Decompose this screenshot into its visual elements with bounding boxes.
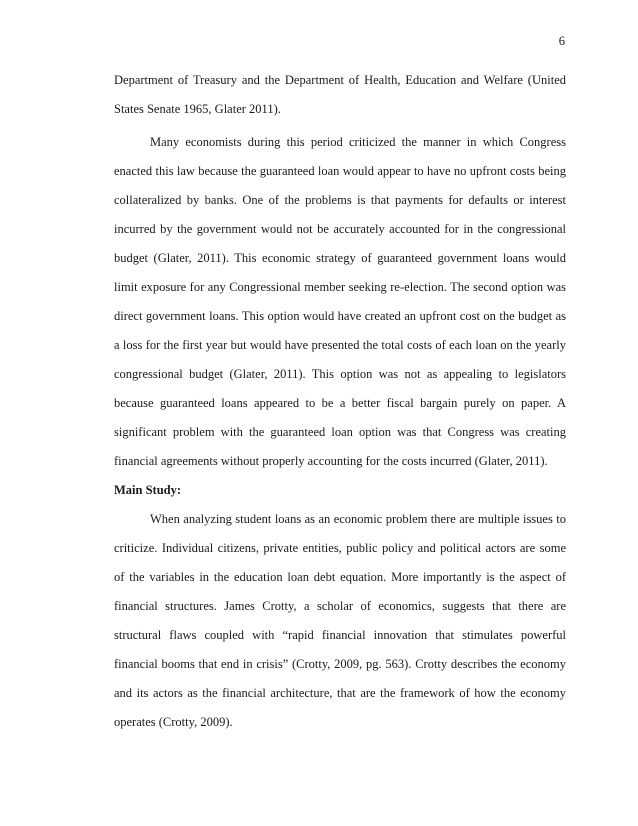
- body-text-line: because guaranteed loans appeared to be a better fiscal bargain purely on paper. A: [114, 396, 566, 410]
- body-text-line: Department of Treasury and the Department of Health, Education and Welfare (United: [114, 73, 566, 87]
- body-text-line: incurred by the government would not be accurately accounted for in the congressional: [114, 222, 566, 236]
- body-text-line: States Senate 1965, Glater 2011).: [114, 102, 281, 116]
- body-text-line: direct government loans. This option would have created an upfront cost on the budget as: [114, 309, 566, 323]
- body-text-line: and its actors as the financial architecture, that are the framework of how the economy: [114, 686, 566, 700]
- body-text-line: significant problem with the guaranteed loan option was that Congress was creating: [114, 425, 566, 439]
- page-number: 6: [558, 34, 565, 48]
- section-heading: Main Study:: [114, 483, 182, 497]
- body-text-line: When analyzing student loans as an economic problem there are multiple issues to: [150, 512, 566, 526]
- body-text-line: financial structures. James Crotty, a scholar of economics, suggests that there are: [114, 599, 566, 613]
- body-text-line: operates (Crotty, 2009).: [114, 715, 233, 729]
- body-text-line: a loss for the first year but would have presented the total costs of each loan on the yearly: [114, 338, 566, 352]
- body-text-line: of the variables in the education loan debt equation. More importantly is the aspect of: [114, 570, 566, 584]
- body-text-line: financial booms that end in crisis” (Crotty, 2009, pg. 563). Crotty describes the economy: [114, 657, 566, 671]
- body-text-line: collateralized by banks. One of the problems is that payments for defaults or interest: [114, 193, 566, 207]
- body-text-line: congressional budget (Glater, 2011). This option was not as appealing to legislators: [114, 367, 566, 381]
- body-text-line: criticize. Individual citizens, private entities, public policy and political actors are some: [114, 541, 566, 555]
- body-text-line: Many economists during this period criticized the manner in which Congress: [150, 135, 566, 149]
- body-text-line: financial agreements without properly accounting for the costs incurred (Glater, 2011).: [114, 454, 548, 468]
- body-text-line: limit exposure for any Congressional member seeking re-election. The second option was: [114, 280, 566, 294]
- body-text-line: budget (Glater, 2011). This economic strategy of guaranteed government loans would: [114, 251, 566, 265]
- body-text-line: enacted this law because the guaranteed loan would appear to have no upfront costs being: [114, 164, 566, 178]
- body-text-line: structural flaws coupled with “rapid financial innovation that stimulates powerful: [114, 628, 566, 642]
